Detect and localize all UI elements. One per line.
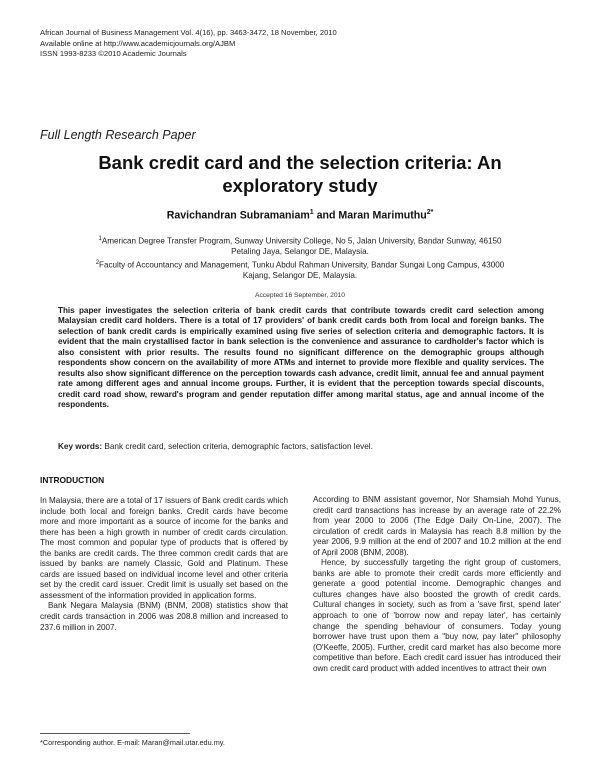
author-2: Maran Marimuthu [338, 209, 427, 222]
journal-online-link[interactable]: Available online at http://www.academicjournals.org/AJBM [40, 38, 236, 48]
journal-issn: ISSN 1993-8233 ©2010 Academic Journals [40, 49, 187, 58]
keywords-text: Bank credit card, selection criteria, demographic factors, satisfaction level. [102, 442, 373, 451]
title-line-1: Bank credit card and the selection criteria: An [98, 152, 502, 173]
right-column [313, 495, 561, 674]
abstract: This paper investigates the selection criteria of bank credit cards that contribute towards credit card selection among Malaysian credit card holders. There is a total of 17 providers' of bank credit cards both from local and foreign banks. The selection of bank credit cards is empirically examined using five series of selection criteria and demographic factors. It is evident that the main crystallised factor in bank selection is the convenience and assurance to cardholder's factor which is also consistent with prior results. The results found no significant difference on the demographic groups although respondents show concern on the availability of more ATMs and internet to provide more flexible and quality services. The results also show significant difference on the perception towards cash advance, credit limit, annual fee and annual payment rate among different ages and annual income groups. Further, it is evident that the perception towards special discounts, credit card road show, reward's program and gender reputation differ among marital status, age and annual income of the respondents. [58, 306, 544, 410]
author-list [40, 209, 560, 222]
author-conjunction: and [313, 209, 339, 222]
left-paragraph-1: In Malaysia, there are a total of 17 issuers of Bank credit cards which include both local and foreign banks. Credit cards have become more and more important as a source of income for the banks and there has been a high growth in number of credit cards circulation. The most common and popular type of products that is offered by the banks are credit cards. The three common credit cards that are issued by banks are namely Classic, Gold and Platinum. These cards are issued based on individual income level and other criteria set by the credit card issuer. Credit limit is usually set based on the assessment of the information provided in application forms. [40, 496, 288, 600]
author-1: Ravichandran Subramaniam [166, 209, 310, 222]
title-line-2: exploratory study [222, 175, 378, 196]
affiliation-1-marker: 1 [98, 236, 102, 242]
accepted-date: Accepted 16 September, 2010 [255, 292, 345, 299]
right-paragraph-1: According to BNM assistant governor, Nor Shamsiah Mohd Yunus, credit card transactions has increase by an average rate of 22.2% from year 2000 to 2006 (The Edge Daily On-Line, 2007). The circulation of credit cards in Malaysia has reach 8.8 million by the year 2006, 9.9 million at the end of 2007 and 10.2 million at the end of April 2008 (BNM, 2008). [313, 495, 561, 557]
affiliation-2-line-1: Faculty of Accountancy and Management, Tunku Abdul Rahman University, Bandar Sungai Long Campus, 43000 [99, 260, 505, 270]
paper-title [60, 151, 540, 197]
corresponding-author-footnote: *Corresponding author. E-mail: Maran@mail.utar.edu.my. [40, 738, 225, 747]
affiliation-2-marker: 2 [95, 259, 100, 266]
footnote-divider [40, 733, 190, 734]
author-1-affiliation: 1 [309, 209, 314, 216]
affiliations [44, 234, 556, 281]
left-column [40, 496, 288, 633]
keywords [58, 442, 544, 451]
affiliation-1 [44, 234, 556, 247]
left-paragraph-2: Bank Negara Malaysia (BNM) (BNM, 2008) statistics show that credit cards transaction in 2006 was 208.8 million and increased to 237.6 million in 2007. [40, 601, 288, 632]
affiliation-1-line-2: Petaling Jaya, Selangor DE, Malaysia. [231, 247, 369, 257]
author-2-affiliation: 2* [426, 209, 434, 216]
right-paragraph-2: Hence, by successfully targeting the right group of customers, banks are able to promote their credit cards more efficiently and generate a good potential income. Demographic changes and cultures changes have also boosted the growth of credit cards. Cultural changes in society, such as from a 'save first, spend later' approach to one of 'borrow now and repay later', has certainly change the spending behaviour of consumers. Today young borrower have trust upon them a "buy now, pay later" philosophy (O'Keeffe, 2005). Further, credit card market has also become more competitive than before. Each credit card issuer has introduced their own credit card product with added incentives to attract their own [313, 558, 561, 673]
journal-header [40, 28, 337, 60]
affiliation-2 [44, 258, 556, 271]
journal-citation: African Journal of Business Management Vol. 4(16), pp. 3463-3472, 18 November, 2010 [40, 28, 337, 37]
affiliation-2-line-2: Kajang, Selangor DE, Malaysia. [242, 270, 358, 280]
keywords-label: Key words: [58, 442, 103, 451]
paper-type: Full Length Research Paper [40, 128, 196, 142]
section-heading-introduction: INTRODUCTION [40, 475, 105, 485]
affiliation-1-line-1: American Degree Transfer Program, Sunway University College, No 5, Jalan University, Bandar Sunway, 46150 [101, 236, 502, 246]
